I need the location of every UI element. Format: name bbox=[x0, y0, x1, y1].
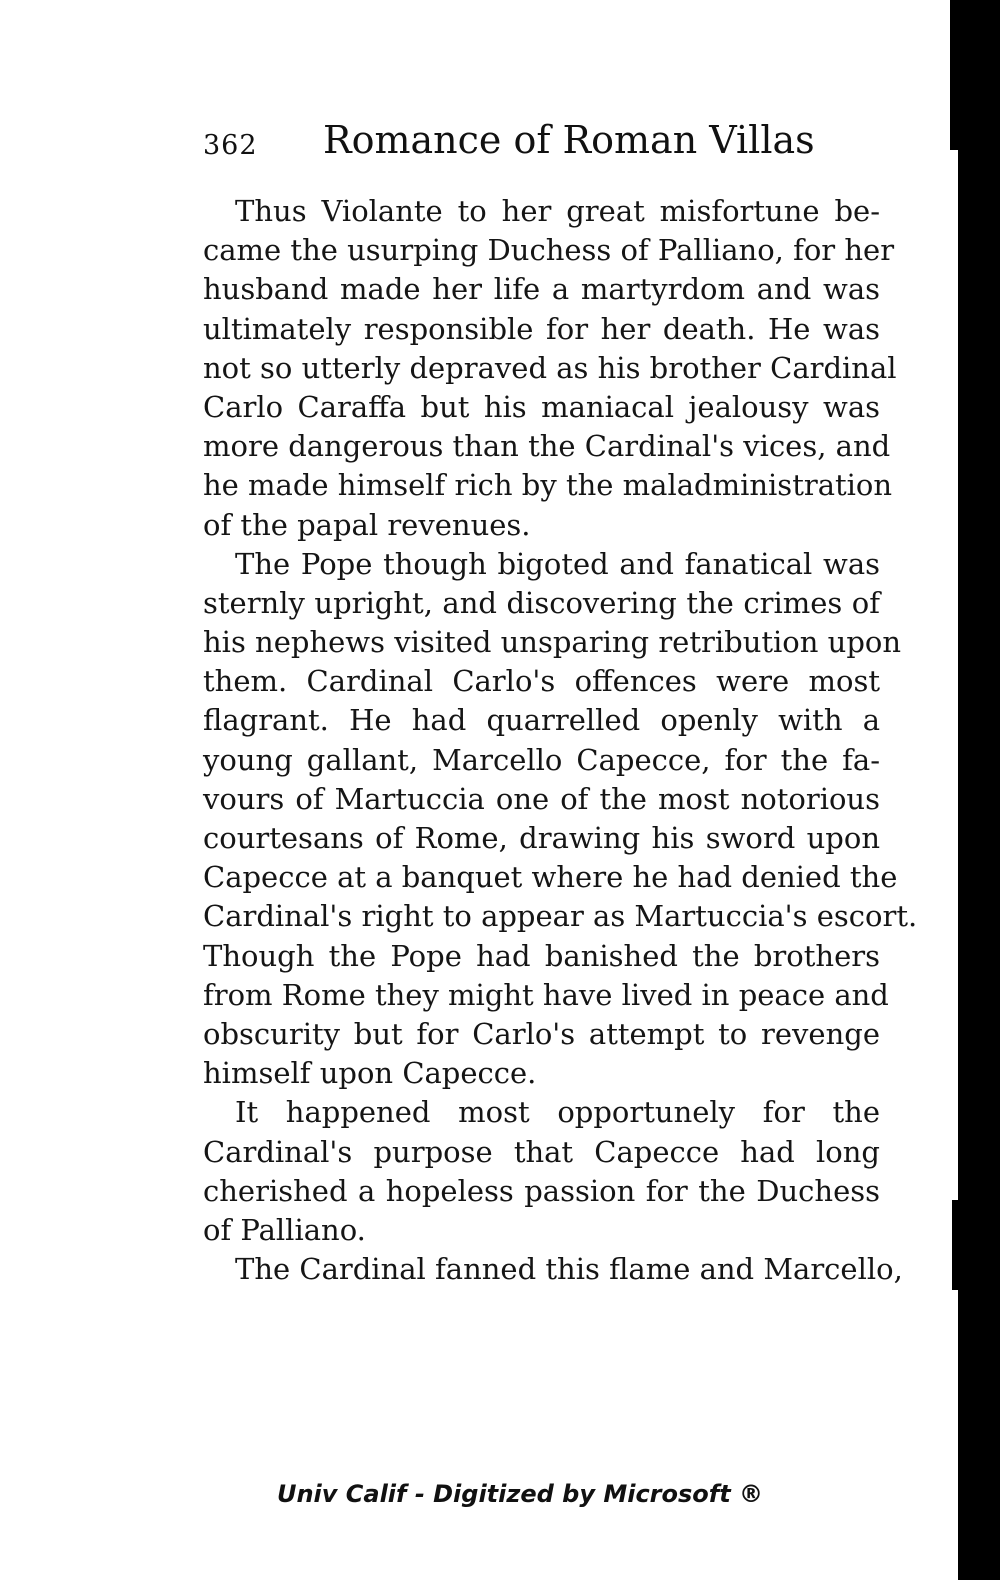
paragraph bbox=[203, 545, 918, 1094]
paragraph bbox=[203, 192, 897, 545]
running-title: Romance of Roman Villas bbox=[323, 118, 815, 162]
text-line: It happened most opportunely for the bbox=[235, 1095, 880, 1130]
text-line: not so utterly depraved as his brother Cardinal bbox=[203, 350, 897, 385]
scan-border-notch bbox=[952, 1200, 960, 1290]
running-head bbox=[203, 118, 883, 174]
scan-border bbox=[958, 0, 1000, 1580]
text-line: Though the Pope had banished the brothers bbox=[203, 938, 880, 973]
text-line: came the usurping Duchess of Palliano, for her bbox=[203, 233, 895, 268]
text-line: flagrant. He had quarrelled openly with a bbox=[203, 703, 880, 738]
body-text bbox=[203, 192, 918, 1289]
text-line: Cardinal's right to appear as Martuccia's escort. bbox=[203, 899, 918, 934]
text-line: The Cardinal fanned this flame and Marcello, bbox=[235, 1252, 903, 1287]
text-line: Cardinal's purpose that Capecce had long bbox=[203, 1134, 880, 1169]
text-line: from Rome they might have lived in peace and bbox=[203, 977, 889, 1012]
text-line: husband made her life a martyrdom and was bbox=[203, 272, 880, 307]
paragraph bbox=[203, 1093, 880, 1250]
text-line: ultimately responsible for her death. He was bbox=[203, 311, 880, 346]
text-line: he made himself rich by the maladministration bbox=[203, 468, 893, 503]
text-line: of Palliano. bbox=[203, 1212, 366, 1247]
text-line: young gallant, Marcello Capecce, for the fa- bbox=[203, 742, 880, 777]
digitization-watermark bbox=[0, 1480, 1000, 1508]
text-line: sternly upright, and discovering the crimes of bbox=[203, 585, 880, 620]
text-line: vours of Martuccia one of the most notorious bbox=[203, 781, 880, 816]
page-number: 362 bbox=[203, 130, 258, 161]
text-line: Capecce at a banquet where he had denied the bbox=[203, 860, 898, 895]
text-line: of the papal revenues. bbox=[203, 507, 531, 542]
text-line: courtesans of Rome, drawing his sword upon bbox=[203, 821, 880, 855]
text-line: Carlo Caraffa but his maniacal jealousy was bbox=[203, 389, 880, 424]
paragraph bbox=[203, 1250, 903, 1289]
text-line: The Pope though bigoted and fanatical was bbox=[235, 546, 880, 581]
text-line: obscurity but for Carlo's attempt to revenge bbox=[203, 1016, 880, 1051]
text-line: Thus Violante to her great misfortune be- bbox=[235, 194, 880, 228]
text-line: cherished a hopeless passion for the Duchess bbox=[203, 1173, 880, 1208]
scan-border-notch bbox=[950, 0, 960, 150]
watermark-text: Univ Calif - Digitized by Microsoft ® bbox=[276, 1480, 764, 1508]
text-line: his nephews visited unsparing retribution upon bbox=[203, 625, 902, 660]
text-line: himself upon Capecce. bbox=[203, 1056, 537, 1091]
text-line: more dangerous than the Cardinal's vices, and bbox=[203, 429, 891, 464]
text-line: them. Cardinal Carlo's offences were most bbox=[203, 664, 880, 699]
